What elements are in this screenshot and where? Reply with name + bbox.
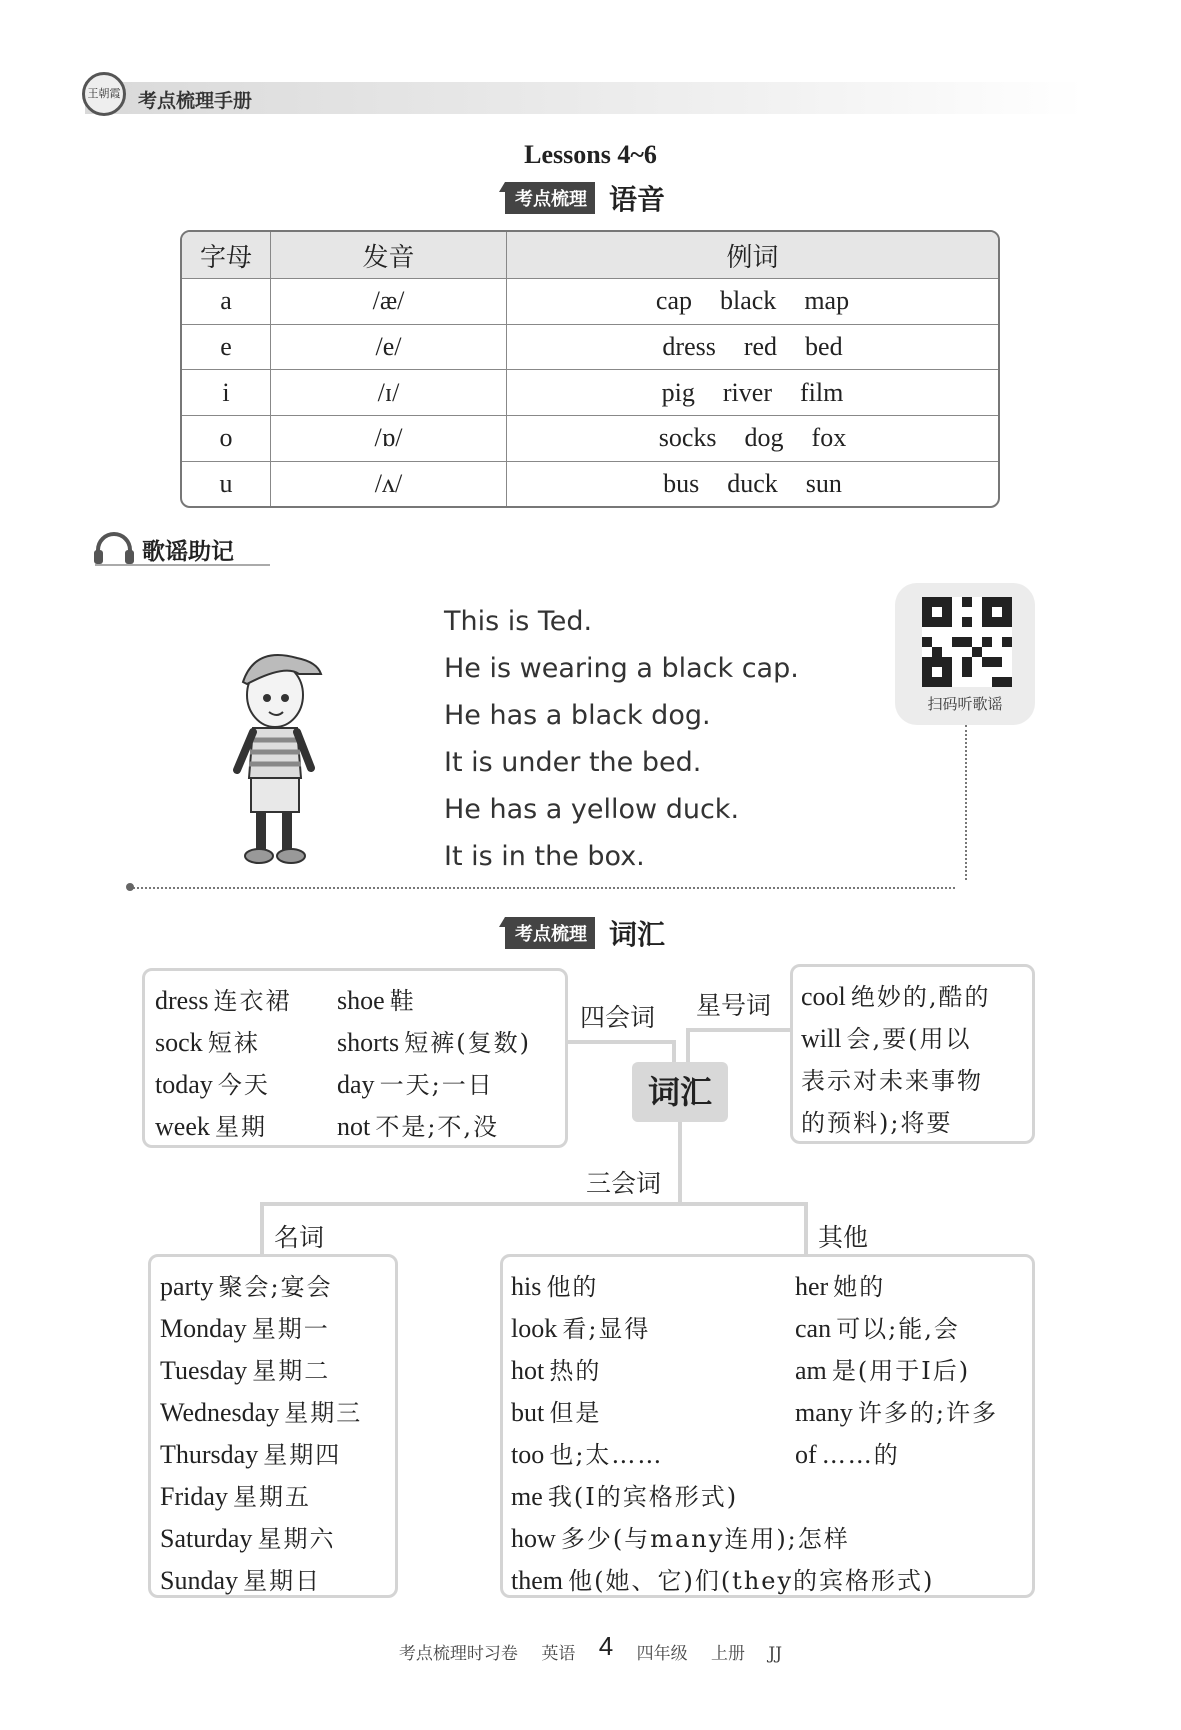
example-word: dress [662, 331, 716, 361]
section-title: 语音 [609, 183, 666, 216]
example-word: cap [655, 286, 692, 316]
letter-cell: e [182, 324, 271, 370]
lyric-line: It is under the bed. [444, 747, 702, 778]
lyric-line: He is wearing a black cap. [444, 653, 799, 684]
three-skill-label: 三会词 [586, 1169, 662, 1198]
vocab-item: Friday 星期五 [160, 1482, 311, 1511]
qr-code-icon[interactable] [922, 597, 1012, 687]
vocab-item: how 多少(与many连用);怎样 [511, 1524, 850, 1553]
lyric-line: This is Ted. [444, 606, 593, 637]
vocab-item: shoe 鞋 [337, 986, 416, 1015]
nouns-box [148, 1254, 398, 1598]
boy-illustration [225, 640, 335, 870]
four-skill-words-box [142, 968, 568, 1148]
letter-cell: a [182, 279, 271, 325]
vocab-item: Tuesday 星期二 [160, 1356, 331, 1385]
sound-cell: /ɒ/ [271, 415, 507, 461]
vocab-item: cool 绝妙的,酷的 [801, 982, 991, 1011]
vocab-item: dress 连衣裙 [155, 986, 292, 1015]
book-title: 考点梳理手册 [138, 90, 253, 112]
song-heading: 歌谣助记 [142, 538, 234, 565]
lyric-line: It is in the box. [444, 841, 645, 872]
example-word: river [722, 377, 772, 407]
lyric-line: He has a black dog. [444, 700, 711, 731]
example-word: black [720, 286, 777, 316]
example-word: fox [811, 423, 847, 453]
vocab-item: party 聚会;宴会 [160, 1272, 333, 1301]
footer-subject: 英语 [541, 1644, 576, 1664]
vocab-center-node: 词汇 [632, 1062, 728, 1122]
example-word: bus [663, 468, 700, 498]
star-words-label: 星号词 [696, 991, 772, 1020]
vocab-section-heading [505, 917, 665, 949]
vocab-item: shorts 短裤(复数) [337, 1028, 531, 1057]
example-word: film [799, 377, 844, 407]
table-row [182, 324, 998, 370]
vocab-item: 的预料);将要 [801, 1109, 953, 1137]
divider-dot [126, 883, 134, 891]
column-header: 例词 [507, 232, 999, 279]
connector-line [260, 1202, 264, 1254]
vocab-item: am 是(用于I后) [795, 1356, 971, 1385]
footer-series: 考点梳理时习卷 [398, 1644, 518, 1664]
connector-line [672, 1040, 676, 1062]
vocab-item: look 看;显得 [511, 1314, 651, 1343]
noun-label: 名词 [274, 1223, 325, 1252]
other-label: 其他 [818, 1223, 869, 1252]
vocab-item: Thursday 星期四 [160, 1440, 342, 1469]
vocab-item: Sunday 星期日 [160, 1566, 322, 1595]
connector-line [686, 1028, 792, 1032]
sound-cell: /e/ [271, 324, 507, 370]
connector-line [804, 1202, 808, 1254]
vocab-item: Monday 星期一 [160, 1314, 330, 1343]
example-word: duck [727, 468, 778, 498]
examples-cell [507, 415, 999, 461]
phonics-table [180, 230, 1000, 508]
connector-line [678, 1122, 682, 1204]
table-row [182, 279, 998, 325]
dotted-divider [965, 725, 967, 880]
vocab-item: but 但是 [511, 1398, 602, 1427]
footer-grade: 四年级 [636, 1644, 688, 1664]
logo-text: 王朝霞 [87, 87, 121, 100]
table-row [182, 370, 998, 416]
letter-cell: i [182, 370, 271, 416]
vocab-item: Saturday 星期六 [160, 1524, 336, 1553]
phonics-section-heading [505, 182, 665, 214]
vocab-item: can 可以;能,会 [795, 1314, 960, 1343]
table-header [182, 232, 998, 279]
other-words-box [500, 1254, 1035, 1598]
publisher-logo [82, 72, 126, 116]
sound-cell: /æ/ [271, 279, 507, 325]
dotted-divider [130, 887, 955, 889]
example-word: pig [661, 377, 695, 407]
example-word: sun [805, 468, 842, 498]
footer-edition: JJ [768, 1644, 783, 1664]
vocab-item: day 一天;一日 [337, 1070, 494, 1099]
example-word: red [743, 331, 778, 361]
letter-cell: o [182, 415, 271, 461]
section-title: 词汇 [609, 918, 666, 951]
footer-volume: 上册 [711, 1644, 746, 1664]
vocab-item: 表示对未来事物 [801, 1067, 983, 1095]
table-row [182, 415, 998, 461]
sound-cell: /ɪ/ [271, 370, 507, 416]
sound-cell: /ʌ/ [271, 461, 507, 506]
vocab-item: many 许多的;许多 [795, 1398, 998, 1427]
examples-cell [507, 461, 999, 506]
column-header: 发音 [271, 232, 507, 279]
song-section-heading [92, 532, 234, 566]
vocab-item: will 会,要(用以 [801, 1024, 972, 1053]
examples-cell [507, 279, 999, 325]
example-word: bed [805, 331, 843, 361]
vocab-item: her 她的 [795, 1272, 886, 1301]
connector-line [260, 1202, 808, 1206]
section-tag: 考点梳理 [505, 182, 595, 214]
divider [95, 564, 270, 566]
examples-cell [507, 324, 999, 370]
vocab-item: sock 短袜 [155, 1028, 260, 1057]
vocab-item: his 他的 [511, 1272, 599, 1301]
section-tag: 考点梳理 [505, 917, 595, 949]
page-footer [0, 1631, 1181, 1666]
examples-cell [507, 370, 999, 416]
headphones-icon [92, 532, 136, 566]
four-skill-label: 四会词 [580, 1003, 656, 1032]
vocab-item: me 我(I的宾格形式) [511, 1482, 739, 1511]
vocab-item: of ……的 [795, 1440, 900, 1469]
page-number: 4 [598, 1631, 614, 1661]
connector-line [686, 1028, 690, 1062]
example-word: socks [658, 423, 717, 453]
vocab-item: not 不是;不,没 [337, 1112, 500, 1141]
song-lyrics [444, 598, 799, 880]
table-row [182, 461, 998, 506]
vocab-item: Wednesday 星期三 [160, 1398, 363, 1427]
connector-line [560, 1040, 676, 1044]
example-word: map [804, 286, 850, 316]
lesson-title: Lessons 4~6 [524, 140, 657, 169]
letter-cell: u [182, 461, 271, 506]
star-words-box [790, 964, 1035, 1144]
vocab-item: them 他(她、它)们(they的宾格形式) [511, 1566, 935, 1595]
qr-label: 扫码听歌谣 [927, 695, 1003, 713]
lyric-line: He has a yellow duck. [444, 794, 740, 825]
example-word: dog [744, 423, 784, 453]
vocab-item: week 星期 [155, 1112, 267, 1141]
vocab-item: today 今天 [155, 1070, 270, 1099]
column-header: 字母 [182, 232, 271, 279]
vocab-item: hot 热的 [511, 1356, 602, 1385]
vocab-item: too 也;太…… [511, 1440, 664, 1469]
